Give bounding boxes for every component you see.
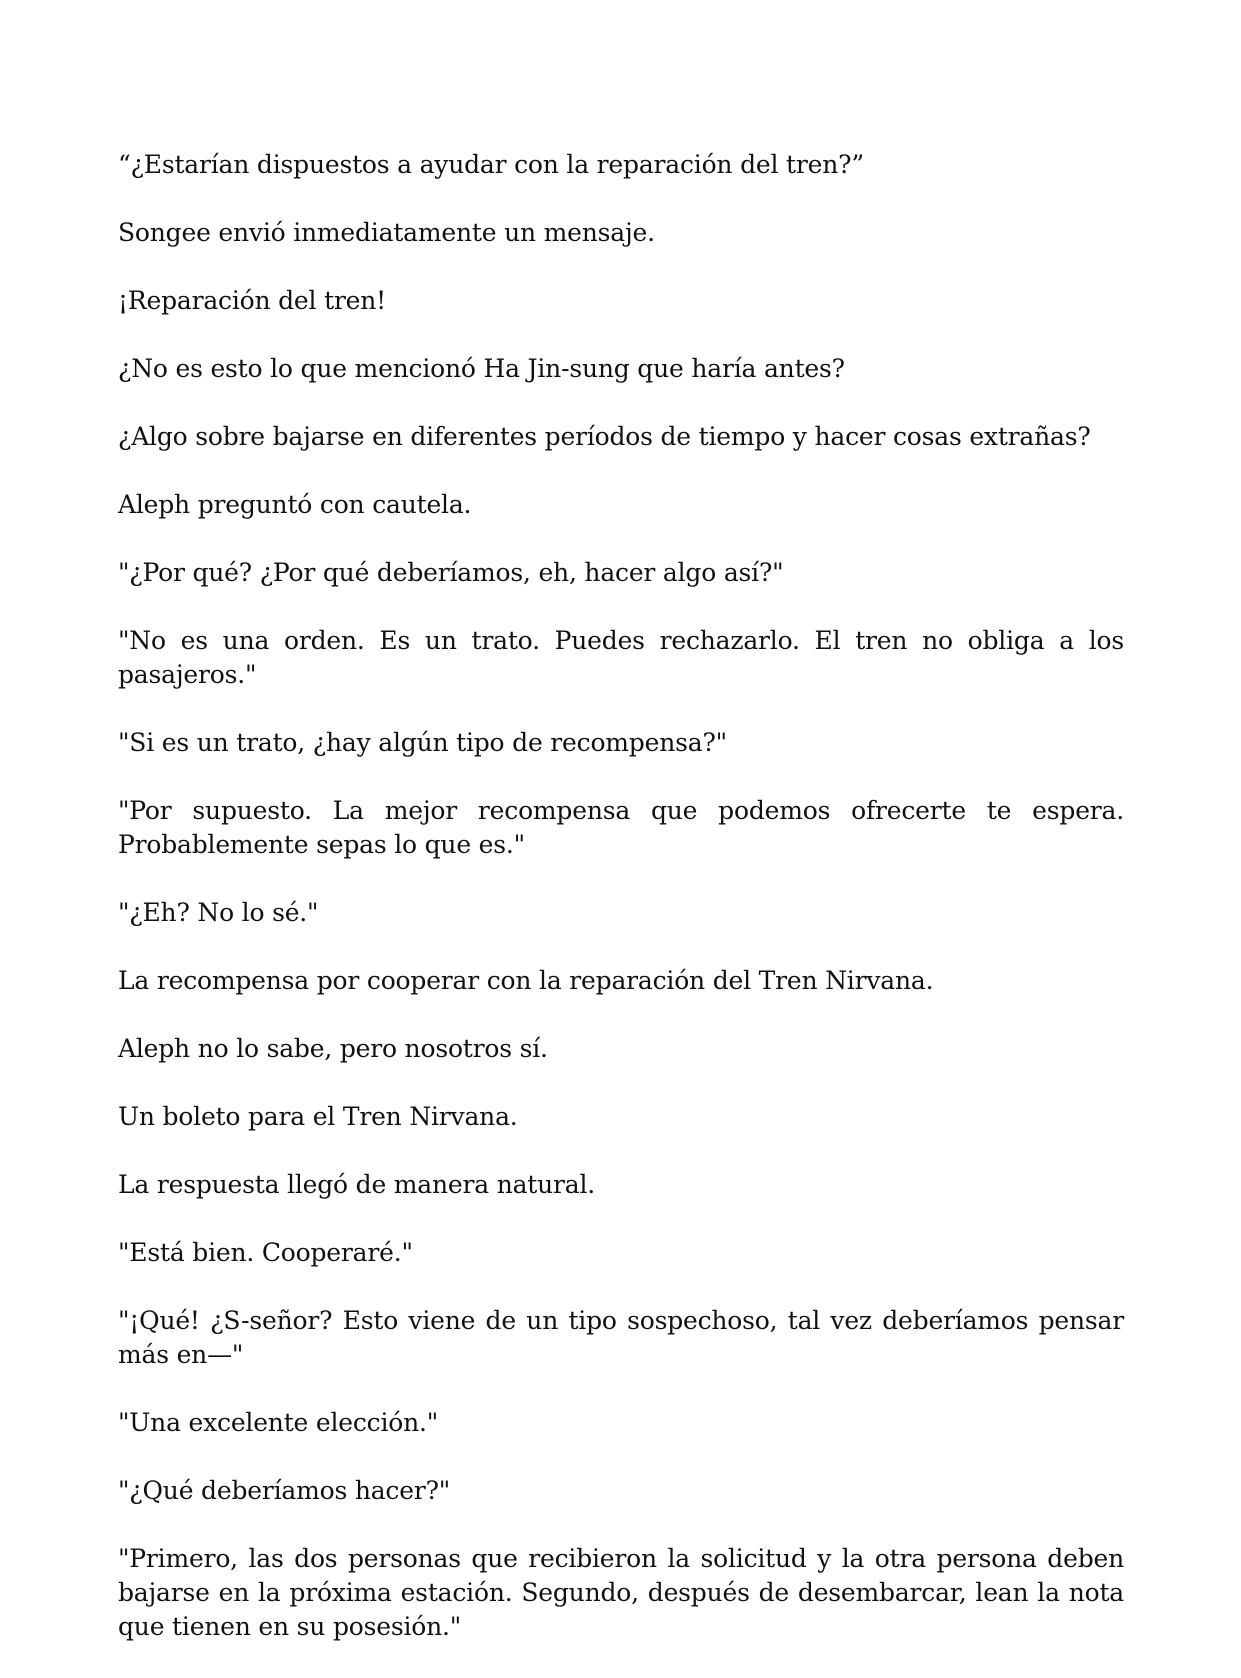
paragraph: "Primero, las dos personas que recibieron la solicitud y la otra persona deben bajarse en la próxima estación. Segundo, después de desembarcar, lean la nota que tienen en su posesión.": [118, 1544, 1124, 1641]
paragraph: "Por supuesto. La mejor recompensa que podemos ofrecerte te espera. Probablemente sepas lo que es.": [118, 796, 1124, 859]
paragraph: Un boleto para el Tren Nirvana.: [118, 1102, 518, 1131]
paragraph: "¡Qué! ¿S-señor? Esto viene de un tipo sospechoso, tal vez deberíamos pensar más en—": [118, 1306, 1124, 1369]
paragraph: La recompensa por cooperar con la reparación del Tren Nirvana.: [118, 966, 934, 995]
paragraph: ¿No es esto lo que mencionó Ha Jin-sung que haría antes?: [118, 354, 845, 383]
paragraph: ¡Reparación del tren!: [118, 286, 387, 315]
paragraph: Aleph no lo sabe, pero nosotros sí.: [118, 1034, 548, 1063]
paragraph: "Una excelente elección.": [118, 1408, 439, 1437]
paragraph: “¿Estarían dispuestos a ayudar con la reparación del tren?”: [118, 150, 864, 179]
paragraph: Songee envió inmediatamente un mensaje.: [118, 218, 655, 247]
document-body: [118, 148, 1124, 1678]
paragraph: Aleph preguntó con cautela.: [118, 490, 472, 519]
paragraph: "¿Qué deberíamos hacer?": [118, 1476, 451, 1505]
paragraph: "Si es un trato, ¿hay algún tipo de recompensa?": [118, 728, 727, 757]
paragraph: "No es una orden. Es un trato. Puedes rechazarlo. El tren no obliga a los pasajeros.": [118, 626, 1124, 689]
paragraph: "¿Por qué? ¿Por qué deberíamos, eh, hacer algo así?": [118, 558, 784, 587]
paragraph: La respuesta llegó de manera natural.: [118, 1170, 596, 1199]
paragraph: "Está bien. Cooperaré.": [118, 1238, 413, 1267]
paragraph: "¿Eh? No lo sé.": [118, 898, 319, 927]
paragraph: ¿Algo sobre bajarse en diferentes períodos de tiempo y hacer cosas extrañas?: [118, 422, 1091, 451]
